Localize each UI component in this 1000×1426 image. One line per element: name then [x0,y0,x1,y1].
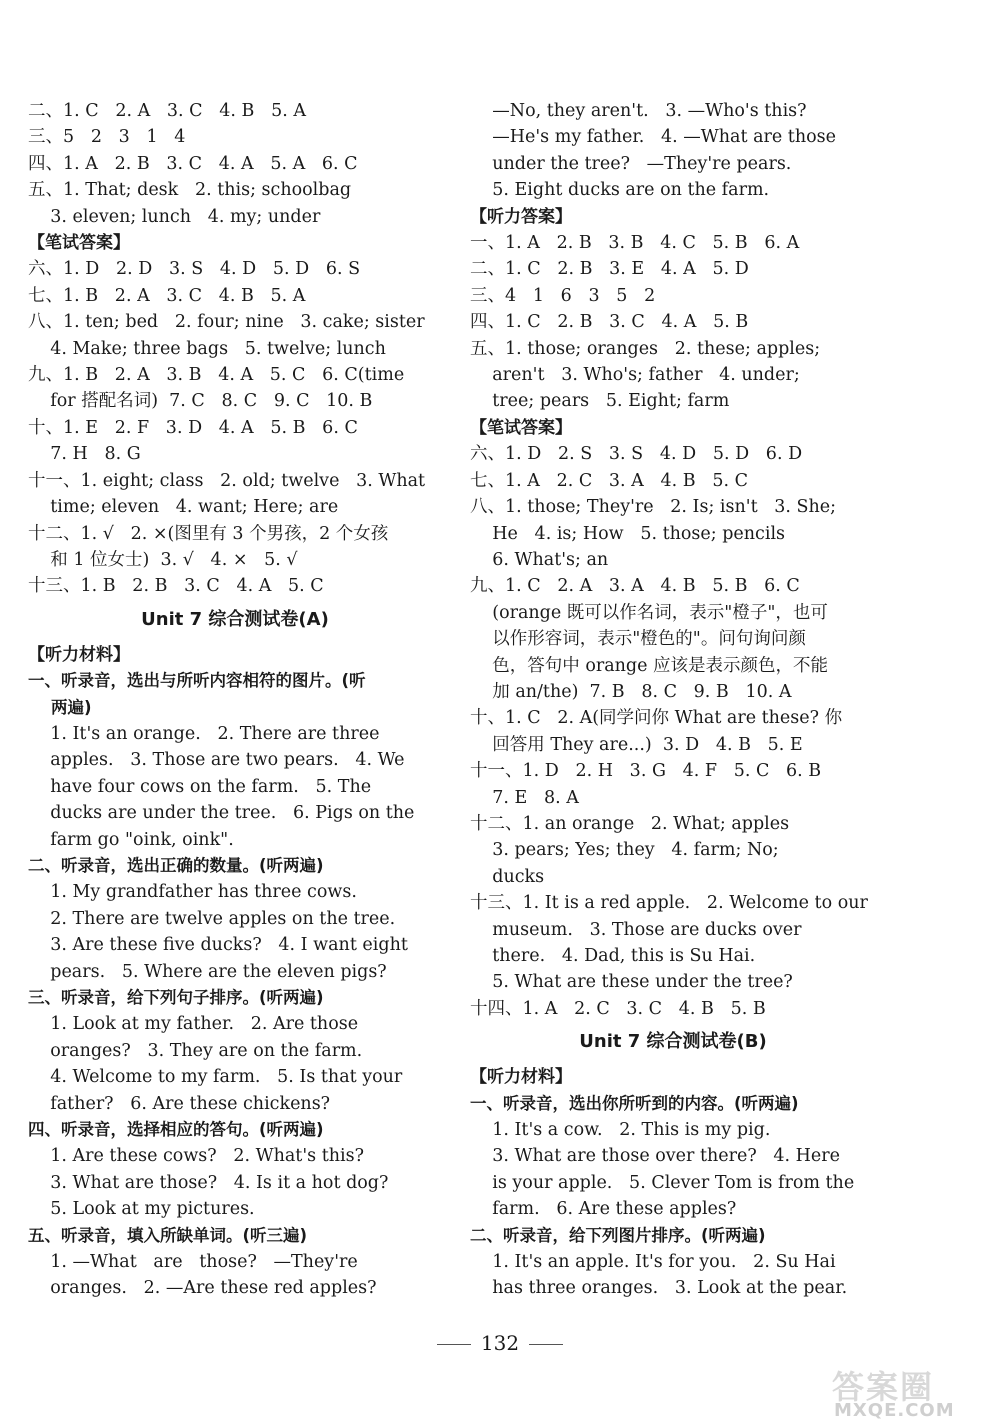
text-line: 3. pears; Yes; they 4. farm; No; [470,840,779,861]
section-title: Unit 7 综合测试卷(A) [141,608,329,630]
text-line: for 搭配名词) 7. C 8. C 9. C 10. B [28,391,373,412]
text-line: 四、1. C 2. B 3. C 4. A 5. B [470,312,749,333]
watermark [832,1362,982,1422]
footer-dash-left [437,1344,471,1345]
text-line: 1. My grandfather has three cows. [28,882,357,903]
answer-header: 【笔试答案】 [470,417,572,438]
text-line: apples. 3. Those are two pears. 4. We [28,750,405,771]
text-line: museum. 3. Those are ducks over [470,919,802,940]
text-line: 五、1. those; oranges 2. these; apples; [470,338,821,359]
text-line: 八、1. ten; bed 2. four; nine 3. cake; sister [28,312,425,333]
text-line: there. 4. Dad, this is Su Hai. [470,946,756,966]
text-line: 九、1. B 2. A 3. B 4. A 5. C 6. C(time [28,365,405,386]
question-heading: 三、听录音，给下列句子排序。(听两遍) [28,988,324,1007]
text-line: 十二、1. √ 2. ×(图里有 3 个男孩，2 个女孩 [28,523,389,544]
text-line: aren't 3. Who's; father 4. under; [470,365,800,386]
text-line: 4. Welcome to my farm. 5. Is that your [28,1067,403,1088]
page-number: 132 [480,1331,520,1355]
text-line: 三、5 2 3 1 4 [28,127,186,148]
text-line: 色，答句中 orange 应该是表示颜色，不能 [470,655,829,676]
text-line: 和 1 位女士) 3. √ 4. × 5. √ [28,549,298,570]
watermark-logo: 答案圈 [832,1368,935,1406]
text-line: 5. What are these under the tree? [470,972,793,993]
text-line: 二、1. C 2. B 3. E 4. A 5. D [470,259,749,280]
text-line: 二、1. C 2. A 3. C 4. B 5. A [28,101,306,121]
text-line: 回答用 They are...) 3. D 4. B 5. E [470,734,803,755]
text-line: 十三、1. B 2. B 3. C 4. A 5. C [28,576,324,597]
text-line: 七、1. A 2. C 3. A 4. B 5. C [470,470,748,491]
footer-dash-right [529,1344,563,1345]
question-heading: 两遍) [28,697,92,717]
text-line: under the tree? —They're pears. [470,153,792,174]
text-line: 4. Make; three bags 5. twelve; lunch [28,338,386,359]
text-line: 十二、1. an orange 2. What; apples [470,813,790,834]
text-line: 5. Look at my pictures. [28,1199,255,1220]
text-line: 3. eleven; lunch 4. my; under [28,206,321,227]
text-line: 十、1. E 2. F 3. D 4. A 5. B 6. C [28,417,358,438]
text-line: 以作形容词，表示"橙色的"。问句询问颜 [470,629,806,650]
watermark-site: MXQE.COM [834,1400,955,1421]
section-title: Unit 7 综合测试卷(B) [579,1031,767,1053]
right-column [470,98,876,1302]
text-line: —He's my father. 4. —What are those [470,127,836,148]
text-line: 3. What are those over there? 4. Here [470,1146,841,1167]
text-line: 2. There are twelve apples on the tree. [28,908,396,929]
text-line: 十、1. C 2. A(同学问你 What are these? 你 [470,708,843,729]
text-line: 6. What's; an [470,549,609,570]
answer-header: 【笔试答案】 [28,233,130,254]
text-line: ducks [470,866,545,887]
question-heading: 五、听录音，填入所缺单词。(听三遍) [28,1225,308,1245]
text-line: 六、1. D 2. S 3. S 4. D 5. D 6. D [470,444,803,465]
text-line: 1. It's a cow. 2. This is my pig. [470,1120,771,1141]
text-line: 十一、1. eight; class 2. old; twelve 3. What [28,470,426,491]
answer-header: 【听力答案】 [470,206,572,227]
text-line: 三、4 1 6 3 5 2 [470,285,656,306]
answer-header: 【听力材料】 [470,1067,572,1088]
text-line: is your apple. 5. Clever Tom is from the [470,1172,855,1193]
text-line: oranges. 2. —Are these red apples? [28,1278,377,1299]
text-line: father? 6. Are these chickens? [28,1093,331,1114]
text-line: 九、1. C 2. A 3. A 4. B 5. B 6. C [470,576,800,597]
text-line: 八、1. those; They're 2. Is; isn't 3. She; [470,497,837,518]
text-line: 一、1. A 2. B 3. B 4. C 5. B 6. A [470,233,800,254]
text-line: farm. 6. Are these apples? [470,1199,737,1220]
text-line: 1. It's an orange. 2. There are three [28,723,380,744]
text-line: 1. It's an apple. It's for you. 2. Su Hai [470,1252,836,1273]
text-line: 六、1. D 2. D 3. S 4. D 5. D 6. S [28,259,361,280]
text-line: 3. Are these five ducks? 4. I want eight [28,935,408,956]
text-line: time; eleven 4. want; Here; are [28,497,339,518]
text-line: tree; pears 5. Eight; farm [470,391,730,412]
question-heading: 二、听录音，选出正确的数量。(听两遍) [28,855,324,875]
question-heading: 一、听录音，选出你所听到的内容。(听两遍) [470,1093,799,1113]
page-number-footer [0,1331,1000,1355]
text-line: 1. Are these cows? 2. What's this? [28,1146,364,1167]
question-heading: 一、听录音，选出与所听内容相符的图片。(听 [28,671,366,691]
text-line: farm go "oink, oink". [28,829,234,850]
text-line: have four cows on the farm. 5. The [28,776,372,797]
text-line: 十四、1. A 2. C 3. C 4. B 5. B [470,998,766,1019]
left-column [28,98,442,1302]
text-line: 七、1. B 2. A 3. C 4. B 5. A [28,285,306,306]
question-heading: 二、听录音，给下列图片排序。(听两遍) [470,1225,766,1245]
text-line: 5. Eight ducks are on the farm. [470,180,770,201]
text-line: 7. H 8. G [28,444,141,465]
answer-header: 【听力材料】 [28,644,130,665]
text-line: ducks are under the tree. 6. Pigs on the [28,803,415,824]
text-line: 十一、1. D 2. H 3. G 4. F 5. C 6. B [470,761,822,782]
text-line: He 4. is; How 5. those; pencils [470,523,786,544]
text-line: (orange 既可以作名词，表示"橙子"，也可 [470,602,828,623]
text-line: 四、1. A 2. B 3. C 4. A 5. A 6. C [28,153,358,174]
text-line: pears. 5. Where are the eleven pigs? [28,961,387,982]
text-line: 加 an/the) 7. B 8. C 9. B 10. A [470,681,792,702]
text-line: 3. What are those? 4. Is it a hot dog? [28,1172,389,1193]
text-line: 1. —What are those? —They're [28,1252,358,1273]
text-line: 五、1. That; desk 2. this; schoolbag [28,180,352,201]
question-heading: 四、听录音，选择相应的答句。(听两遍) [28,1120,324,1140]
text-line: oranges? 3. They are on the farm. [28,1040,363,1061]
text-line: has three oranges. 3. Look at the pear. [470,1278,848,1299]
text-line: 1. Look at my father. 2. Are those [28,1014,359,1035]
text-line: 7. E 8. A [470,787,579,808]
text-line: —No, they aren't. 3. —Who's this? [470,101,807,121]
text-line: 十三、1. It is a red apple. 2. Welcome to our [470,893,868,914]
